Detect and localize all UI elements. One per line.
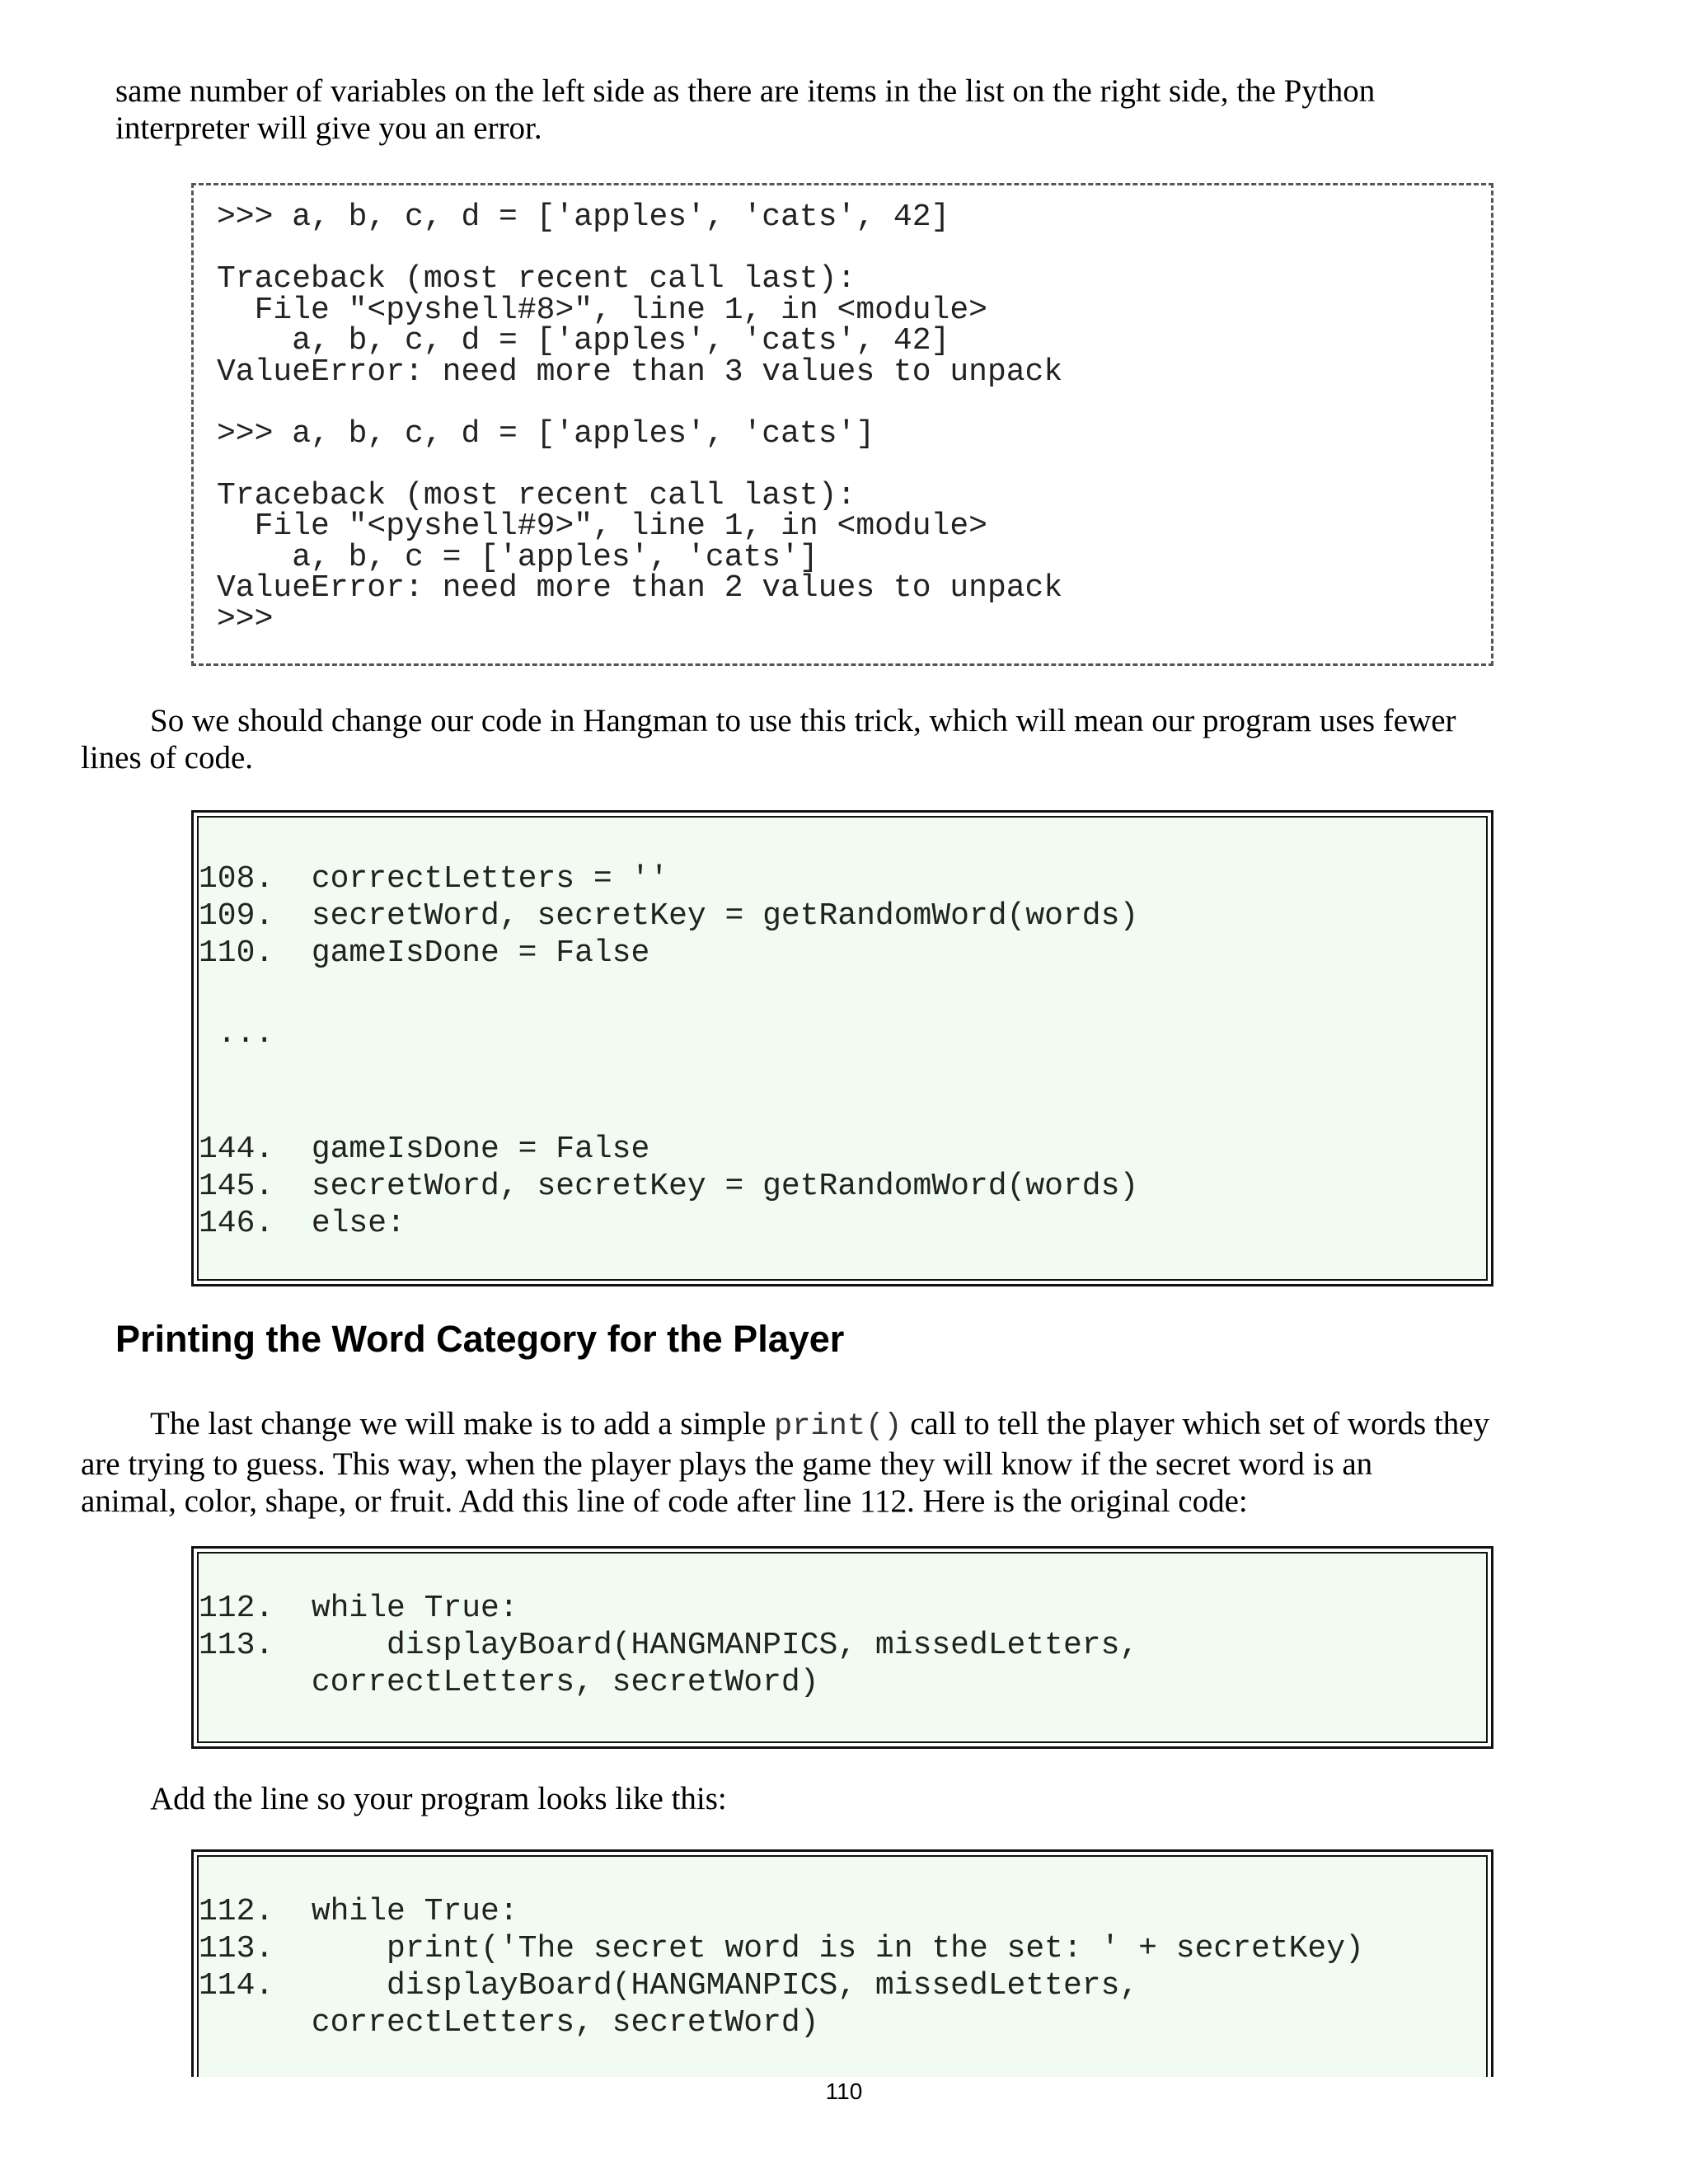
intro-line-1: same number of variables on the left side as there are items in the list on the right side, the Python bbox=[115, 73, 1376, 109]
shell-blank-line bbox=[217, 387, 1491, 419]
code-line: 109. secretWord, secretKey = getRandomWord(words) bbox=[199, 898, 1139, 934]
shell-line: >>> a, b, c, d = ['apples', 'cats'] bbox=[217, 415, 875, 452]
shell-line: ValueError: need more than 2 values to unpack bbox=[217, 570, 1063, 606]
inline-code-print: print() bbox=[774, 1409, 903, 1444]
paragraph3-line-2: are trying to guess. This way, when the player plays the game they will know if the secret word is an bbox=[81, 1446, 1373, 1482]
shell-blank-line bbox=[217, 449, 1491, 480]
intro-line-2: interpreter will give you an error. bbox=[115, 110, 542, 146]
paragraph-add-line: Add the line so your program looks like this: bbox=[150, 1781, 727, 1816]
shell-line: File "<pyshell#8>", line 1, in <module> bbox=[217, 292, 987, 328]
paragraph3-line-3: animal, color, shape, or fruit. Add this line of code after line 112. Here is the original code: bbox=[81, 1483, 1248, 1519]
paragraph-last-change bbox=[81, 1405, 1566, 1520]
code-ellipsis: ... bbox=[199, 1016, 274, 1052]
code-block-2 bbox=[191, 1546, 1493, 1749]
code-block-3-inner bbox=[197, 1855, 1488, 2077]
code-line: 110. gameIsDone = False bbox=[199, 935, 650, 971]
paragraph2-line-2: lines of code. bbox=[81, 740, 254, 776]
paragraph-change-code bbox=[81, 702, 1566, 776]
shell-line: ValueError: need more than 3 values to unpack bbox=[217, 354, 1063, 390]
code-line: 113. displayBoard(HANGMANPICS, missedLetters, bbox=[199, 1628, 1139, 1663]
paragraph2-line-1: So we should change our code in Hangman to use this trick, which will mean our program uses fewer bbox=[150, 703, 1456, 738]
shell-line: >>> a, b, c, d = ['apples', 'cats', 42] bbox=[217, 199, 950, 235]
code-block-1 bbox=[191, 810, 1493, 1286]
code-line: 113. print('The secret word is in the set: ' + secretKey) bbox=[199, 1931, 1364, 1966]
shell-line: Traceback (most recent call last): bbox=[217, 261, 856, 297]
shell-blank-line bbox=[217, 233, 1491, 265]
code-block-3 bbox=[191, 1849, 1493, 2077]
code-line: 112. while True: bbox=[199, 1591, 518, 1626]
shell-line: a, b, c = ['apples', 'cats'] bbox=[217, 539, 818, 575]
code-line: correctLetters, secretWord) bbox=[199, 2005, 819, 2041]
code-line: 108. correctLetters = '' bbox=[199, 861, 669, 897]
shell-line: a, b, c, d = ['apples', 'cats', 42] bbox=[217, 323, 950, 359]
code-line: 112. while True: bbox=[199, 1894, 518, 1929]
code-line: 144. gameIsDone = False bbox=[199, 1132, 650, 1167]
shell-line: Traceback (most recent call last): bbox=[217, 477, 856, 513]
code-block-2-inner bbox=[197, 1552, 1488, 1743]
code-line: 146. else: bbox=[199, 1206, 406, 1241]
code-line: 114. displayBoard(HANGMANPICS, missedLetters, bbox=[199, 1968, 1139, 2004]
page-number: 110 bbox=[825, 2079, 863, 2104]
code-line: correctLetters, secretWord) bbox=[199, 1665, 819, 1700]
intro-paragraph bbox=[115, 73, 1566, 147]
code-block-1-inner bbox=[197, 816, 1488, 1281]
shell-session-box bbox=[191, 183, 1493, 666]
shell-line: >>> bbox=[217, 601, 274, 637]
paragraph3-part-1: The last change we will make is to add a simple bbox=[150, 1406, 775, 1441]
paragraph3-part-2: call to tell the player which set of words they bbox=[902, 1406, 1490, 1441]
section-heading: Printing the Word Category for the Player bbox=[115, 1318, 845, 1360]
code-line: 145. secretWord, secretKey = getRandomWord(words) bbox=[199, 1169, 1139, 1204]
shell-line: File "<pyshell#9>", line 1, in <module> bbox=[217, 509, 987, 544]
